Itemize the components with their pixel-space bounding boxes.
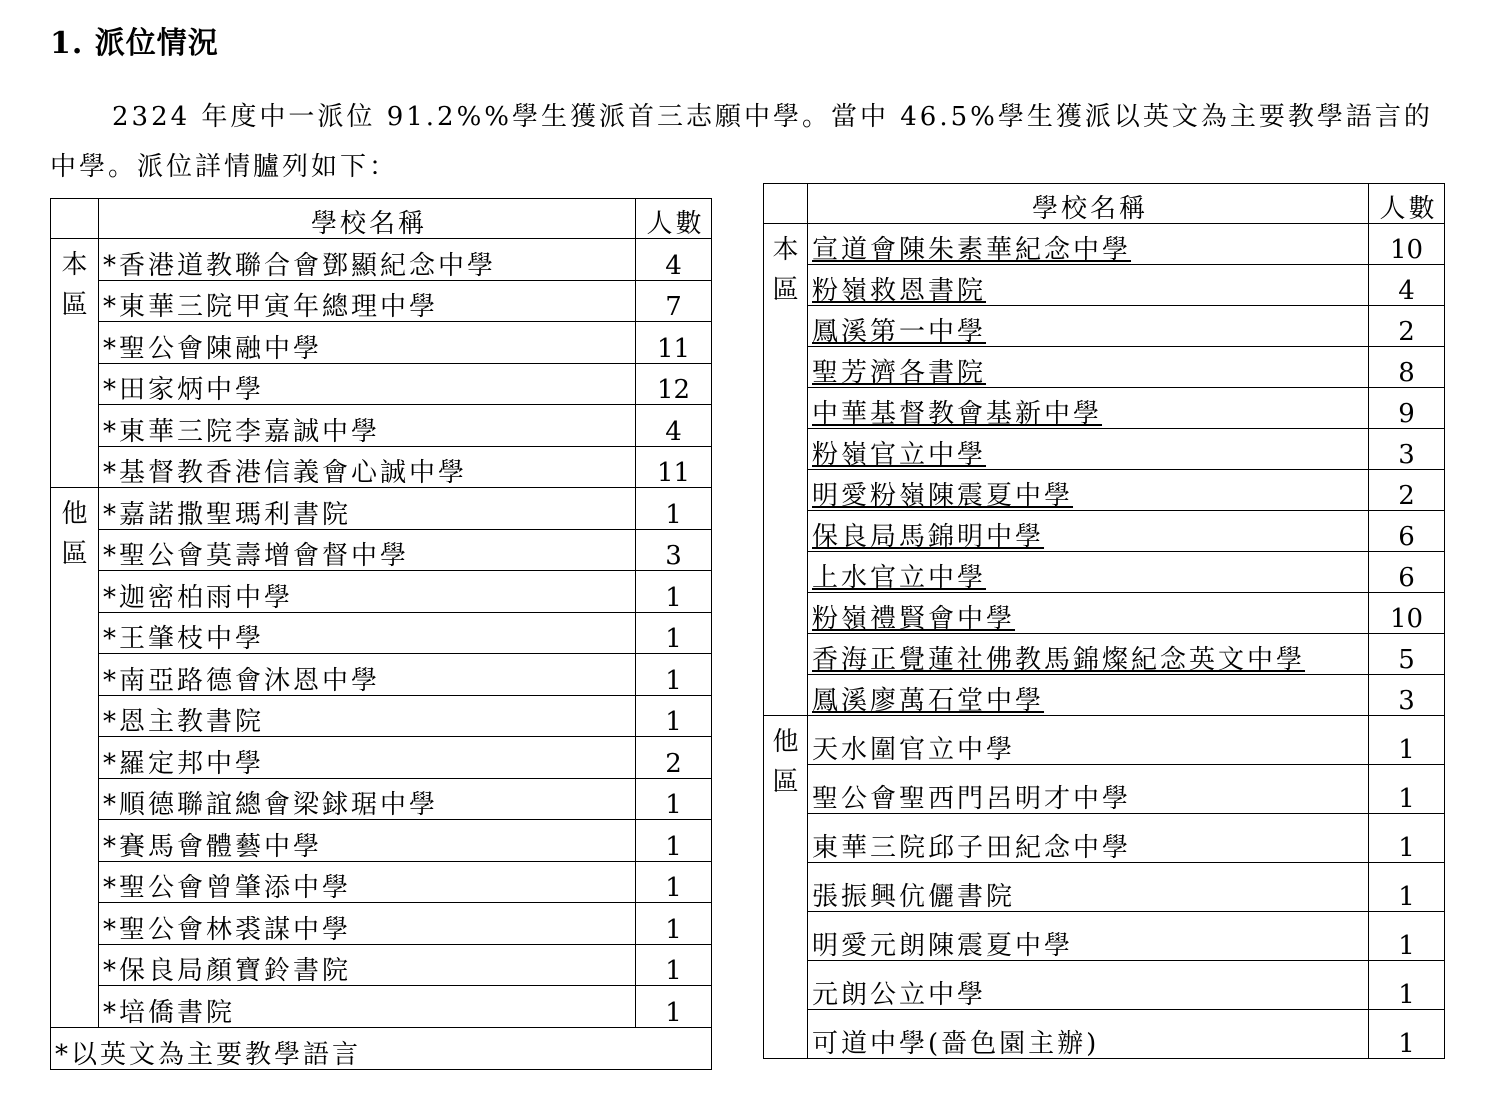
school-name: 粉嶺官立中學 <box>808 429 1369 470</box>
school-name: 聖公會聖西門呂明才中學 <box>808 765 1369 814</box>
student-count: 1 <box>636 612 712 654</box>
right-table-body <box>764 224 1445 1059</box>
count-header: 人數 <box>636 199 712 239</box>
school-name: 鳳溪廖萬石堂中學 <box>808 675 1369 716</box>
table-row <box>764 429 1445 470</box>
school-name: *東華三院李嘉誠中學 <box>99 405 636 447</box>
table-row <box>51 695 712 737</box>
table-row <box>764 265 1445 306</box>
table-row <box>51 363 712 405</box>
table-row <box>764 388 1445 429</box>
student-count: 1 <box>636 695 712 737</box>
table-row <box>51 529 712 571</box>
student-count: 1 <box>636 820 712 862</box>
student-count: 6 <box>1369 511 1445 552</box>
student-count: 1 <box>636 778 712 820</box>
student-count: 10 <box>1369 224 1445 265</box>
table-row <box>51 820 712 862</box>
school-name: 元朗公立中學 <box>808 961 1369 1010</box>
student-count: 1 <box>1369 912 1445 961</box>
region-header <box>764 184 808 224</box>
school-name: 宣道會陳朱素華紀念中學 <box>808 224 1369 265</box>
school-name: 粉嶺禮賢會中學 <box>808 593 1369 634</box>
region-label: 本區 <box>764 224 808 716</box>
student-count: 1 <box>636 986 712 1028</box>
student-count: 1 <box>636 903 712 945</box>
region-label: 他區 <box>51 488 99 1028</box>
table-row <box>764 347 1445 388</box>
footnote: *以英文為主要教學語言 <box>51 1027 712 1069</box>
school-name-header: 學校名稱 <box>808 184 1369 224</box>
school-name: 聖芳濟各書院 <box>808 347 1369 388</box>
school-name: 張振興伉儷書院 <box>808 863 1369 912</box>
table-row <box>51 986 712 1028</box>
school-name: *聖公會莫壽增會督中學 <box>99 529 636 571</box>
table-row <box>51 571 712 613</box>
region-header <box>51 199 99 239</box>
student-count: 2 <box>1369 470 1445 511</box>
student-count: 1 <box>1369 765 1445 814</box>
student-count: 8 <box>1369 347 1445 388</box>
school-name: *順德聯誼總會梁銶琚中學 <box>99 778 636 820</box>
student-count: 1 <box>636 654 712 696</box>
school-name: *南亞路德會沐恩中學 <box>99 654 636 696</box>
school-name-header: 學校名稱 <box>99 199 636 239</box>
table-row <box>51 903 712 945</box>
table-row <box>51 654 712 696</box>
student-count: 12 <box>636 363 712 405</box>
table-row <box>764 1010 1445 1059</box>
table-row <box>764 224 1445 265</box>
student-count: 1 <box>636 944 712 986</box>
table-row <box>764 470 1445 511</box>
school-name: *聖公會林裘謀中學 <box>99 903 636 945</box>
section-heading: 1. 派位情況 <box>50 26 219 61</box>
student-count: 3 <box>636 529 712 571</box>
table-row <box>764 912 1445 961</box>
school-name: 上水官立中學 <box>808 552 1369 593</box>
table-row <box>51 239 712 281</box>
student-count: 4 <box>636 239 712 281</box>
school-name: 香海正覺蓮社佛教馬錦燦紀念英文中學 <box>808 634 1369 675</box>
student-count: 3 <box>1369 675 1445 716</box>
table-row <box>764 961 1445 1010</box>
school-name: *聖公會曾肇添中學 <box>99 861 636 903</box>
school-name: *東華三院甲寅年總理中學 <box>99 280 636 322</box>
student-count: 5 <box>1369 634 1445 675</box>
student-count: 9 <box>1369 388 1445 429</box>
school-name: 明愛元朗陳震夏中學 <box>808 912 1369 961</box>
student-count: 7 <box>636 280 712 322</box>
student-count: 4 <box>1369 265 1445 306</box>
table-row <box>51 405 712 447</box>
student-count: 1 <box>1369 716 1445 765</box>
student-count: 11 <box>636 446 712 488</box>
student-count: 1 <box>1369 814 1445 863</box>
student-count: 2 <box>1369 306 1445 347</box>
table-row <box>51 778 712 820</box>
student-count: 6 <box>1369 552 1445 593</box>
table-row <box>51 488 712 530</box>
school-name: 粉嶺救恩書院 <box>808 265 1369 306</box>
student-count: 1 <box>636 571 712 613</box>
student-count: 11 <box>636 322 712 364</box>
school-name: *田家炳中學 <box>99 363 636 405</box>
school-name: 鳳溪第一中學 <box>808 306 1369 347</box>
table-row <box>764 634 1445 675</box>
table-row <box>764 511 1445 552</box>
table-row <box>764 306 1445 347</box>
student-count: 1 <box>636 861 712 903</box>
table-row <box>764 552 1445 593</box>
table-row <box>51 280 712 322</box>
left-allocation-table <box>50 198 712 1070</box>
school-name: 東華三院邱子田紀念中學 <box>808 814 1369 863</box>
student-count: 1 <box>1369 961 1445 1010</box>
school-name: 中華基督教會基新中學 <box>808 388 1369 429</box>
table-row <box>764 863 1445 912</box>
school-name: *賽馬會體藝中學 <box>99 820 636 862</box>
summary-paragraph <box>50 92 1435 192</box>
student-count: 2 <box>636 737 712 779</box>
school-name: *基督教香港信義會心誠中學 <box>99 446 636 488</box>
table-row <box>764 716 1445 765</box>
school-name: 明愛粉嶺陳震夏中學 <box>808 470 1369 511</box>
school-name: *恩主教書院 <box>99 695 636 737</box>
right-allocation-table <box>763 183 1445 1059</box>
count-header: 人數 <box>1369 184 1445 224</box>
left-table-body <box>51 239 712 1028</box>
school-name: *香港道教聯合會鄧顯紀念中學 <box>99 239 636 281</box>
table-row <box>764 765 1445 814</box>
school-name: 天水圍官立中學 <box>808 716 1369 765</box>
school-name: 保良局馬錦明中學 <box>808 511 1369 552</box>
table-row <box>764 675 1445 716</box>
school-name: *王肇枝中學 <box>99 612 636 654</box>
table-row <box>51 737 712 779</box>
table-row <box>764 593 1445 634</box>
student-count: 10 <box>1369 593 1445 634</box>
school-name: *培僑書院 <box>99 986 636 1028</box>
student-count: 4 <box>636 405 712 447</box>
table-row <box>51 612 712 654</box>
region-label: 他區 <box>764 716 808 1059</box>
school-name: *羅定邦中學 <box>99 737 636 779</box>
school-name: *聖公會陳融中學 <box>99 322 636 364</box>
table-row <box>51 446 712 488</box>
region-label: 本區 <box>51 239 99 488</box>
student-count: 1 <box>1369 863 1445 912</box>
table-row <box>51 944 712 986</box>
table-row <box>51 322 712 364</box>
student-count: 1 <box>636 488 712 530</box>
school-name: *保良局顏寶鈴書院 <box>99 944 636 986</box>
table-row <box>51 861 712 903</box>
school-name: 可道中學(嗇色園主辦) <box>808 1010 1369 1059</box>
summary-text: 2324 年度中一派位 91.2%%學生獲派首三志願中學。當中 46.5%學生獲派以英文為主要教學語言的中學。派位詳情臚列如下： <box>50 102 1433 182</box>
student-count: 3 <box>1369 429 1445 470</box>
school-name: *嘉諾撒聖瑪利書院 <box>99 488 636 530</box>
table-row <box>764 814 1445 863</box>
school-name: *迦密柏雨中學 <box>99 571 636 613</box>
student-count: 1 <box>1369 1010 1445 1059</box>
